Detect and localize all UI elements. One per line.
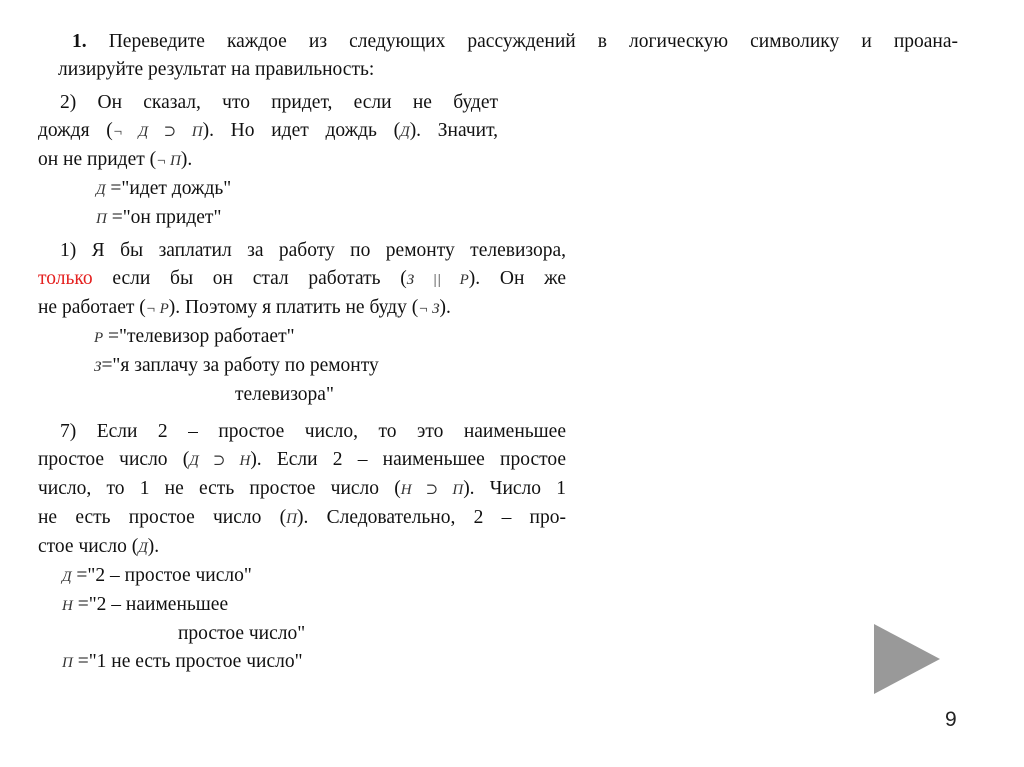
- next-slide-arrow-icon[interactable]: [872, 624, 942, 694]
- ex7-line-1: 7) Если 2 – простое число, то это наименьшее: [60, 421, 566, 442]
- ex2-def-2: П ="он придет": [96, 207, 222, 228]
- ex1-formula-1: З || Р: [406, 272, 469, 288]
- ex7-line-4: не есть простое число (П). Следовательно, 2 – про-: [38, 507, 566, 528]
- ex7-line-2: простое число (Д ⊃ Н). Если 2 – наименьшее простое: [38, 449, 567, 470]
- ex7-line-3: число, то 1 не есть простое число (Н ⊃ П). Число 1: [38, 478, 566, 499]
- ex1-def-2-cont: телевизора": [235, 384, 334, 405]
- ex1-line-2: только если бы он стал работать (З || Р). Он же: [38, 268, 567, 289]
- ex7-def-1: Д ="2 – простое число": [62, 565, 252, 586]
- ex2-def-1: Д ="идет дождь": [96, 178, 232, 199]
- ex2-formula-1: ¬ Д ⊃ П: [112, 124, 203, 140]
- next-arrow-shape[interactable]: [874, 624, 940, 694]
- task-header: [58, 28, 959, 84]
- exercise-7: [38, 418, 566, 677]
- ex2-formula-3: ¬ П: [156, 153, 181, 169]
- ex2-formula-2: Д: [400, 124, 410, 140]
- ex1-def-2: З="я заплачу за работу по ремонту: [94, 355, 379, 376]
- ex1-formula-3: ¬ З: [418, 301, 440, 317]
- slide-number: 9: [945, 708, 957, 731]
- ex7-formula-3: П: [286, 511, 297, 527]
- ex1-def-1: Р ="телевизор работает": [94, 326, 295, 347]
- task-number: 1.: [72, 31, 87, 52]
- ex2-line-2: дождя (¬ Д ⊃ П). Но идет дождь (Д). Значит,: [38, 120, 499, 141]
- ex7-def-2-cont: простое число": [178, 623, 306, 644]
- task-line-2: лизируйте результат на правильность:: [58, 59, 375, 80]
- exercise-1: [38, 237, 566, 409]
- ex1-formula-2: ¬ Р: [145, 301, 169, 317]
- exercise-2: [38, 89, 498, 233]
- ex7-def-2: Н ="2 – наименьшее: [62, 594, 229, 615]
- ex7-formula-4: Д: [138, 540, 148, 556]
- ex1-line-1: 1) Я бы заплатил за работу по ремонту телевизора,: [60, 240, 566, 261]
- ex1-highlight-word: только: [38, 268, 93, 289]
- task-line-1: 1. Переведите каждое из следующих рассуждений в логическую символику и проана-: [72, 31, 959, 52]
- ex7-formula-2: Н ⊃ П: [400, 482, 464, 498]
- ex7-line-5: стое число (Д).: [38, 536, 160, 557]
- ex2-line-3: он не придет (¬ П).: [38, 149, 193, 170]
- ex7-def-3: П ="1 не есть простое число": [62, 651, 303, 672]
- ex2-line-1: 2) Он сказал, что придет, если не будет: [60, 92, 498, 113]
- ex7-formula-1: Д ⊃ Н: [189, 453, 251, 469]
- ex1-line-3: не работает (¬ Р). Поэтому я платить не буду (¬ З).: [38, 297, 451, 318]
